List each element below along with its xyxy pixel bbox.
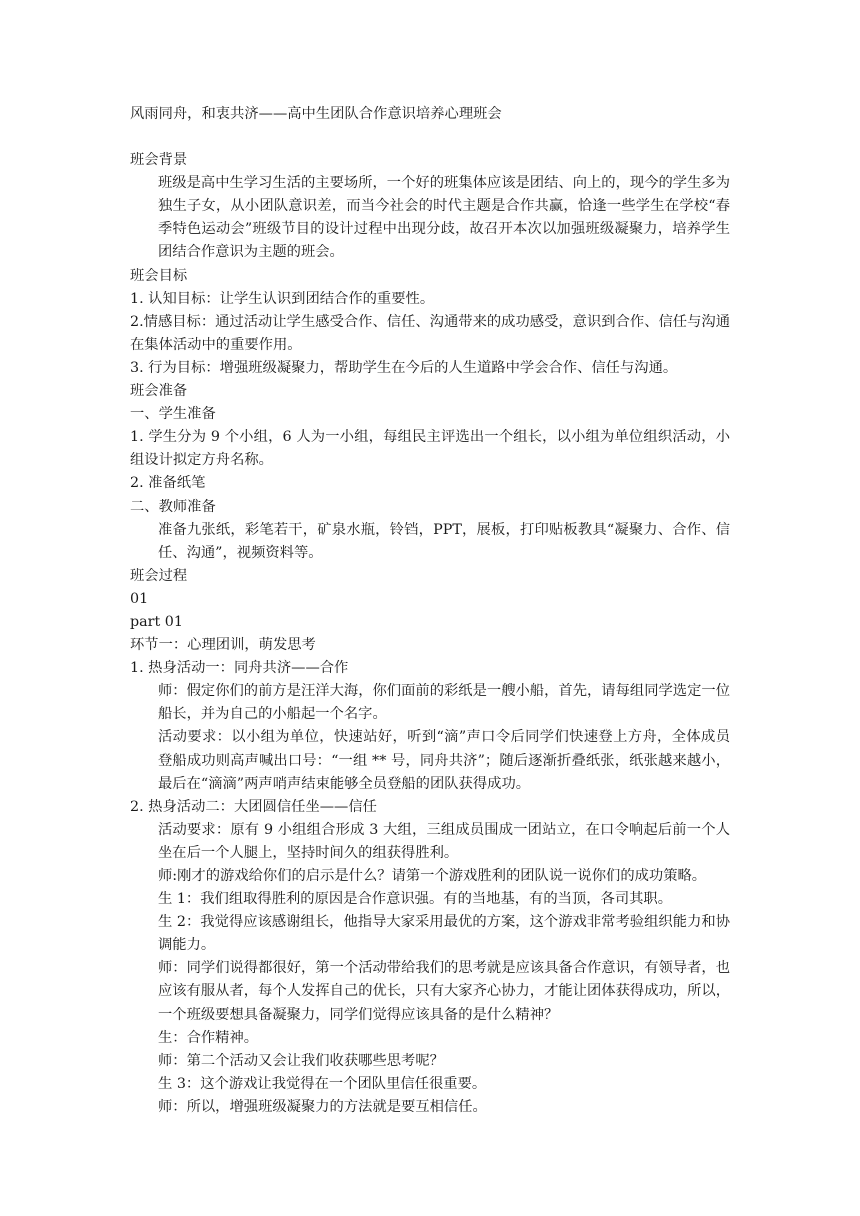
dialogue-line: 师：所以，增强班级凝聚力的方法就是要互相信任。 — [158, 1098, 487, 1115]
process-heading: 班会过程 — [130, 567, 188, 584]
goals-heading: 班会目标 — [130, 267, 188, 284]
activity2-heading: 2. 热身活动二：大团圆信任坐——信任 — [130, 798, 377, 815]
dialogue-line: 师：第二个活动又会让我们收获哪些思考呢？ — [158, 1052, 444, 1069]
activity1-heading: 1. 热身活动一：同舟共济——合作 — [130, 660, 349, 677]
process-number: 01 — [130, 590, 149, 607]
activity1-paragraph: 师：假定你们的前方是汪洋大海，你们面前的彩纸是一艘小船，首先，请每组同学选定一位船长，并为自己的小船起一个名字。 — [158, 683, 730, 723]
goal-item-3: 3. 行为目标：增强班级凝聚力，帮助学生在今后的人生道路中学会合作、信任与沟通。 — [130, 359, 678, 376]
activity1-paragraph: 活动要求：以小组为单位，快速站好，听到“滴”声口令后同学们快速登上方舟，全体成员登船成功则高声喊出口号：“一组 ** 号，同舟共济”；随后逐渐折叠纸张，纸张越来越小，最后在“滴滴”两声哨声结束能够全员登船的团队获得成功。 — [158, 729, 730, 792]
document-title: 风雨同舟，和衷共济——高中生团队合作意识培养心理班会 — [130, 106, 502, 122]
dialogue-line: 生 1：我们组取得胜利的原因是合作意识强。有的当地基，有的当顶，各司其职。 — [158, 891, 673, 908]
preparation-heading: 班会准备 — [130, 383, 188, 400]
dialogue-line: 生 3：这个游戏让我觉得在一个团队里信任很重要。 — [158, 1075, 487, 1092]
student-prep-item-1: 1. 学生分为 9 个小组，6 人为一小组，每组民主评选出一个组长，以小组为单位组织活动，小组设计拟定方舟名称。 — [130, 429, 730, 469]
background-heading: 班会背景 — [130, 152, 188, 169]
dialogue-line: 生：合作精神。 — [158, 1029, 259, 1046]
background-paragraph: 班级是高中生学习生活的主要场所，一个好的班集体应该是团结、向上的，现今的学生多为独生子女，从小团队意识差，而当今社会的时代主题是合作共赢，恰逢一些学生在学校“春季特色运动会”班级节目的设计过程中出现分歧，故召开本次以加强班级凝聚力，培养学生团结合作意识为主题的班会。 — [158, 175, 730, 261]
document-page — [130, 103, 730, 1119]
spacer — [130, 126, 730, 149]
activity2-paragraph: 活动要求：原有 9 小组组合形成 3 大组，三组成员围成一团站立，在口令响起后前一个人坐在后一个人腿上，坚持时间久的组获得胜利。 — [158, 821, 730, 861]
goal-item-2: 2.情感目标：通过活动让学生感受合作、信任、沟通带来的成功感受，意识到合作、信任与沟通在集体活动中的重要作用。 — [130, 313, 730, 353]
student-prep-item-2: 2. 准备纸笔 — [130, 475, 206, 492]
goal-item-1: 1. 认知目标：让学生认识到团结合作的重要性。 — [130, 290, 435, 307]
teacher-prep-paragraph: 准备九张纸，彩笔若干，矿泉水瓶，铃铛，PPT，展板，打印贴板教具“凝聚力、合作、信任、沟通”，视频资料等。 — [158, 521, 730, 561]
student-prep-heading: 一、学生准备 — [130, 406, 216, 423]
dialogue-line: 师：同学们说得都很好，第一个活动带给我们的思考就是应该具备合作意识，有领导者，也应该有服从者，每个人发挥自己的优长，只有大家齐心协力，才能让团体获得成功，所以，一个班级要想具备凝聚力，同学们觉得应该具备的是什么精神？ — [158, 960, 730, 1023]
section-heading: 环节一：心理团训，萌发思考 — [130, 637, 316, 654]
dialogue-line: 生 2：我觉得应该感谢组长，他指导大家采用最优的方案，这个游戏非常考验组织能力和协调能力。 — [158, 914, 730, 954]
dialogue-line: 师:刚才的游戏给你们的启示是什么？请第一个游戏胜利的团队说一说你们的成功策略。 — [158, 868, 707, 884]
process-part: part 01 — [130, 613, 183, 630]
teacher-prep-heading: 二、教师准备 — [130, 498, 216, 515]
